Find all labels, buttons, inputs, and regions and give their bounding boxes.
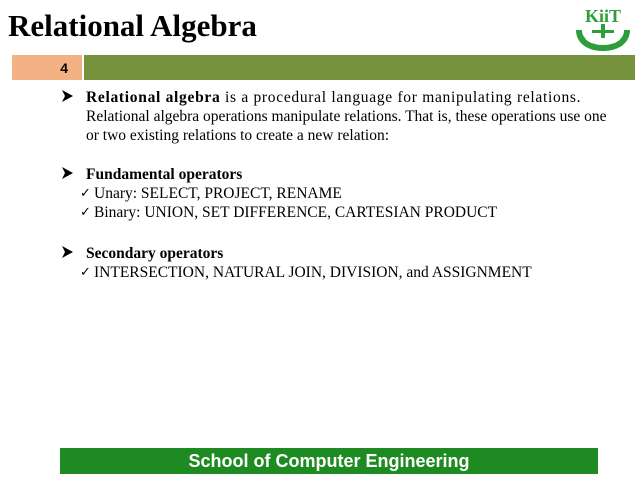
slide-title: Relational Algebra: [8, 8, 257, 43]
checkmark-icon: ✓: [80, 265, 91, 280]
intro-rest: is a procedural language for manipulating relations.: [220, 89, 582, 106]
slide-content: [60, 88, 620, 296]
bullet-fundamental: [60, 165, 620, 222]
checkmark-icon: ✓: [80, 205, 91, 220]
kiit-logo: [572, 4, 634, 52]
bullet-intro: [60, 88, 620, 145]
footer-bar: School of Computer Engineering: [60, 448, 598, 474]
arrow-bullet-icon: [60, 89, 74, 103]
header-green-bar: [84, 55, 635, 80]
arrow-bullet-icon: [60, 245, 74, 259]
secondary-heading: Secondary operators: [86, 245, 224, 262]
intro-term: Relational algebra: [86, 89, 221, 106]
bullet-secondary: [60, 244, 620, 282]
intro-body: Relational algebra operations manipulate relations. That is, these operations use one or two existing relations to create a new relation:: [86, 108, 607, 144]
arrow-bullet-icon: [60, 166, 74, 180]
fundamental-heading: Fundamental operators: [86, 166, 243, 183]
sub-item-secondary: ✓ INTERSECTION, NATURAL JOIN, DIVISION, and ASSIGNMENT: [80, 264, 532, 281]
checkmark-icon: ✓: [80, 186, 91, 201]
sub-item-unary: ✓ Unary: SELECT, PROJECT, RENAME: [80, 185, 342, 202]
sub-item-binary: ✓ Binary: UNION, SET DIFFERENCE, CARTESIAN PRODUCT: [80, 204, 498, 221]
page-number: 4: [12, 55, 82, 80]
logo-text: KiiT: [584, 6, 622, 26]
header-bar: [12, 55, 635, 80]
